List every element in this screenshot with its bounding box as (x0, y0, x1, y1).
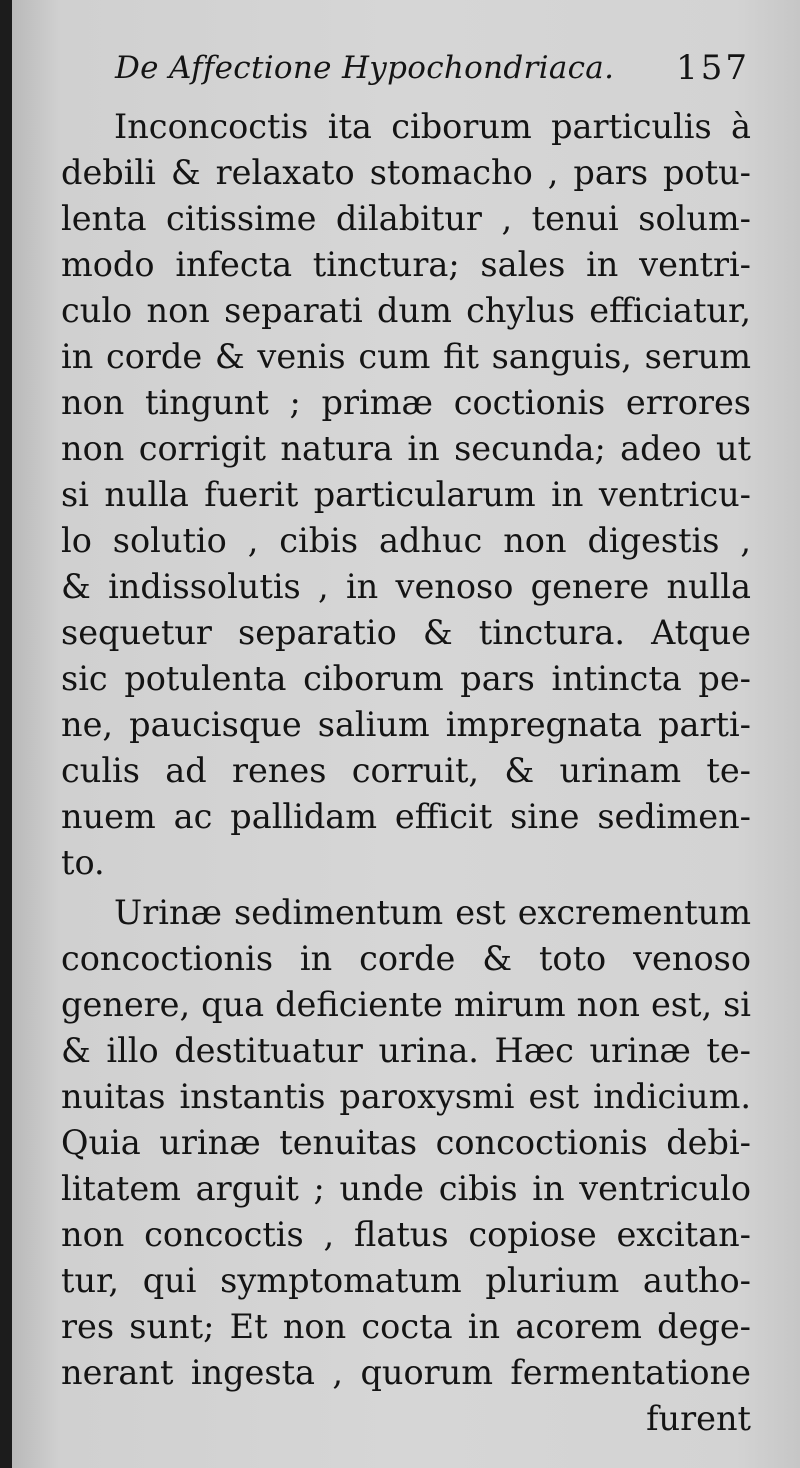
paragraph-1 (61, 104, 751, 886)
body-text (61, 104, 751, 1442)
running-head (107, 44, 752, 102)
text-line: non tingunt ; primæ coctionis errores (61, 383, 751, 422)
text-line: sequetur separatio & tinctura. Atque (61, 613, 751, 652)
text-line: litatem arguit ; unde cibis in ventriculo (61, 1169, 751, 1208)
text-line: sic potulenta ciborum pars intincta pe- (61, 659, 751, 698)
text-line: lo solutio , cibis adhuc non digestis , (61, 521, 751, 560)
text-line: culo non separati dum chylus efficiatur, (61, 291, 751, 330)
text-line: non concoctis , flatus copiose excitan- (61, 1215, 751, 1254)
paragraph-2 (61, 890, 751, 1396)
text-line: modo infecta tinctura; sales in ventri- (61, 245, 751, 284)
text-line: concoctionis in corde & toto venoso (61, 939, 751, 978)
text-line: debili & relaxato stomacho , pars potu- (61, 153, 751, 192)
catchword: furent (646, 1399, 751, 1438)
text-line: non corrigit natura in secunda; adeo ut (61, 429, 751, 468)
text-line: nuitas instantis paroxysmi est indicium. (61, 1077, 751, 1116)
text-line: si nulla fuerit particularum in ventricu- (61, 475, 751, 514)
text-line: nerant ingesta , quorum fermentatione (61, 1353, 751, 1392)
book-page (12, 0, 800, 1468)
running-title: De Affectione Hypochondriaca. (115, 50, 615, 86)
text-line: in corde & venis cum fit sanguis, serum (61, 337, 751, 376)
text-line: tur, qui symptomatum plurium autho- (61, 1261, 751, 1300)
text-line: ne, paucisque salium impregnata parti- (61, 705, 751, 744)
text-line: Quia urinæ tenuitas concoctionis debi- (61, 1123, 751, 1162)
text-line: culis ad renes corruit, & urinam te- (61, 751, 751, 790)
text-line: res sunt; Et non cocta in acorem dege- (61, 1307, 751, 1346)
text-line: Urinæ sedimentum est excrementum (114, 893, 751, 932)
text-line: & illo destituatur urina. Hæc urinæ te- (61, 1031, 751, 1070)
text-line: & indissolutis , in venoso genere nulla (61, 567, 751, 606)
text-line: lenta citissime dilabitur , tenui solum- (61, 199, 751, 238)
text-line: to. (61, 843, 105, 882)
page-number: 157 (676, 48, 750, 88)
text-line: Inconcoctis ita ciborum particulis à (114, 107, 751, 146)
text-line: genere, qua deficiente mirum non est, si (61, 985, 751, 1024)
text-line: nuem ac pallidam efficit sine sedimen- (61, 797, 751, 836)
